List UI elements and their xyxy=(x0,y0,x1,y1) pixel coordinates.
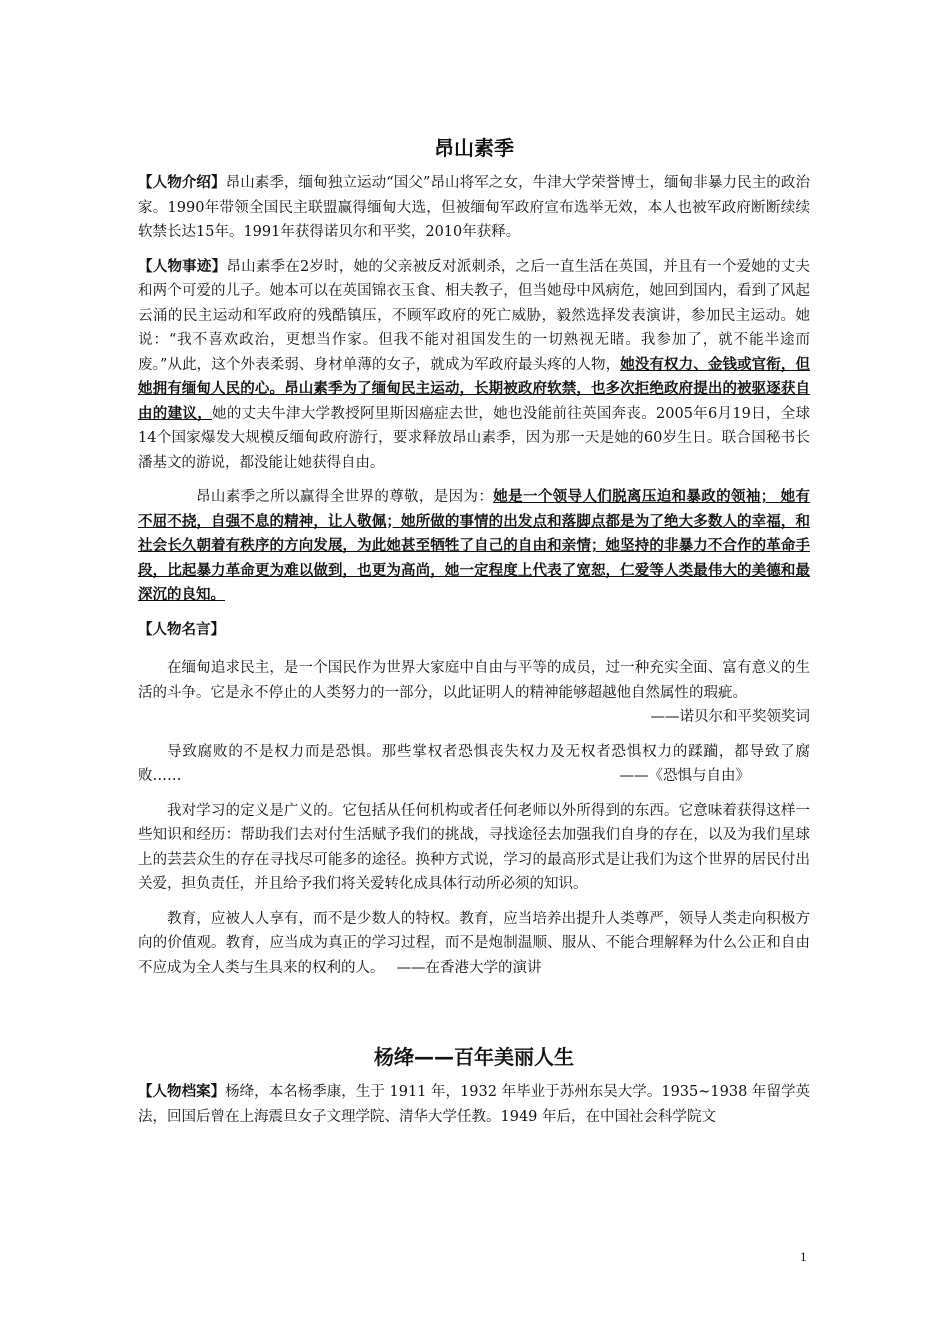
quote-4-source: ——在香港大学的演讲 xyxy=(396,959,542,976)
title-aung-san-suu-kyi: 昂山素季 xyxy=(434,136,514,160)
intro-text: 昂山素季，缅甸独立运动“国父”昂山将军之女，牛津大学荣誉博士，缅甸非暴力民主的政治家。1990年带领全国民主联盟赢得缅甸大选，但被缅甸军政府宣布选举无效，本人也被军政府断断续续软禁长达15年。1991年获得诺贝尔和平奖，2010年获释。 xyxy=(138,175,810,240)
archive-paragraph xyxy=(138,1080,810,1129)
archive-text: 杨绛，本名杨季康，生于 1911 年，1932 年毕业于苏州东吴大学。1935~1938 年留学英法，回国后曾在上海震旦女子文理学院、清华大学任教。1949 年后，在中国社会科学院文 xyxy=(138,1084,810,1125)
page-content xyxy=(138,133,810,1129)
quote-1-source: ——诺贝尔和平奖领奖词 xyxy=(650,709,810,725)
archive-label: 【人物档案】 xyxy=(138,1083,226,1100)
quote-1-text: 在缅甸追求民主，是一个国民作为世界大家庭中自由与平等的成员，过一种充实全面、富有意义的生活的斗争。它是永不停止的人类努力的一部分，以此证明人的精神能够超越他自然属性的瑕疵。 xyxy=(138,660,810,701)
intro-paragraph xyxy=(138,171,810,245)
quote-3 xyxy=(138,799,810,897)
title-yang-jiang: 杨绛——百年美丽人生 xyxy=(374,1045,574,1069)
quote-2-source: ——《恐惧与自由》 xyxy=(619,768,750,784)
quotes-label: 【人物名言】 xyxy=(138,620,225,638)
intro-label: 【人物介绍】 xyxy=(138,174,226,191)
deeds-text-2: 她的丈夫牛津大学教授阿里斯因癌症去世，她也没能前往英国奔丧。2005年6月19日，全球14个国家爆发大规模反缅甸政府游行，要求释放昂山素季，因为那一天是她的60岁生日。联合国秘书长潘基文的游说，都没能让她获得自由。 xyxy=(138,405,811,471)
quote-1 xyxy=(138,656,810,730)
quote-2-text: 导致腐败的不是权力而是恐惧。那些掌权者恐惧丧失权力及无权者恐惧权力的蹂躏，都导致了腐败…… xyxy=(138,743,810,784)
deeds-emphasis: 她没有权力、金钱或官衔，但她拥有缅甸人民的心。昂山素季为了缅甸民主运动，长期被政府软禁，也多次拒绝政府提出的被驱逐获自由的建议， xyxy=(138,355,810,422)
respect-emphasis: 她是一个领导人们脱离压迫和暴政的领袖； 她有不屈不挠，自强不息的精神，让人敬佩；她所做的事情的出发点和落脚点都是为了绝大多数人的幸福，和社会长久朝着有秩序的方向发展，为此她甚至牺牲了自己的自由和亲情；她坚持的非暴力不合作的革命手段，比起暴力革命更为难以做到，也更为高尚，她一定程度上代表了宽恕，仁爱等人类最伟大的美德和最深沉的良知。 xyxy=(138,488,811,603)
deeds-label: 【人物事迹】 xyxy=(138,257,227,275)
respect-paragraph xyxy=(138,485,810,608)
quote-3-text: 我对学习的定义是广义的。它包括从任何机构或者任何老师以外所得到的东西。它意味着获得这样一些知识和经历：帮助我们去对付生活赋予我们的挑战，寻找途径去加强我们自身的存在，以及为我们星球上的芸芸众生的存在寻找尽可能多的途径。换种方式说，学习的最高形式是让我们为这个世界的居民付出关爱，担负责任，并且给予我们将关爱转化成具体行动所必须的知识。 xyxy=(138,802,810,892)
quote-4-text: 教育，应被人人享有，而不是少数人的特权。教育，应当培养出提升人类尊严，领导人类走向积极方向的价值观。教育，应当成为真正的学习过程，而不是炮制温顺、服从、不能合理解释为什么公正和自由不应成为全人类与生具来的权利的人。 xyxy=(138,910,810,976)
quote-4 xyxy=(138,907,810,981)
respect-text: 昂山素季之所以赢得全世界的尊敬，是因为： xyxy=(196,489,494,505)
deeds-text-1: 昂山素季在2岁时，她的父亲被反对派刺杀，之后一直生活在英国，并且有一个爱她的丈夫和两个可爱的儿子。她本可以在英国锦衣玉食、相夫教子，但当她母中风病危，她回到国内，看到了风起云涌的民主运动和军政府的残酷镇压，不顾军政府的死亡威胁，毅然选择发表演讲，参加民主运动。她说：“我不喜欢政治，更想当作家。但我不能对祖国发生的一切熟视无睹。我参加了，就不能半途而废。”从此，这个外表柔弱、身材单薄的女子，就成为军政府最头疼的人物， xyxy=(138,258,810,373)
page-number: 1 xyxy=(800,1249,807,1264)
quote-2 xyxy=(138,740,810,789)
deeds-paragraph xyxy=(138,255,810,476)
